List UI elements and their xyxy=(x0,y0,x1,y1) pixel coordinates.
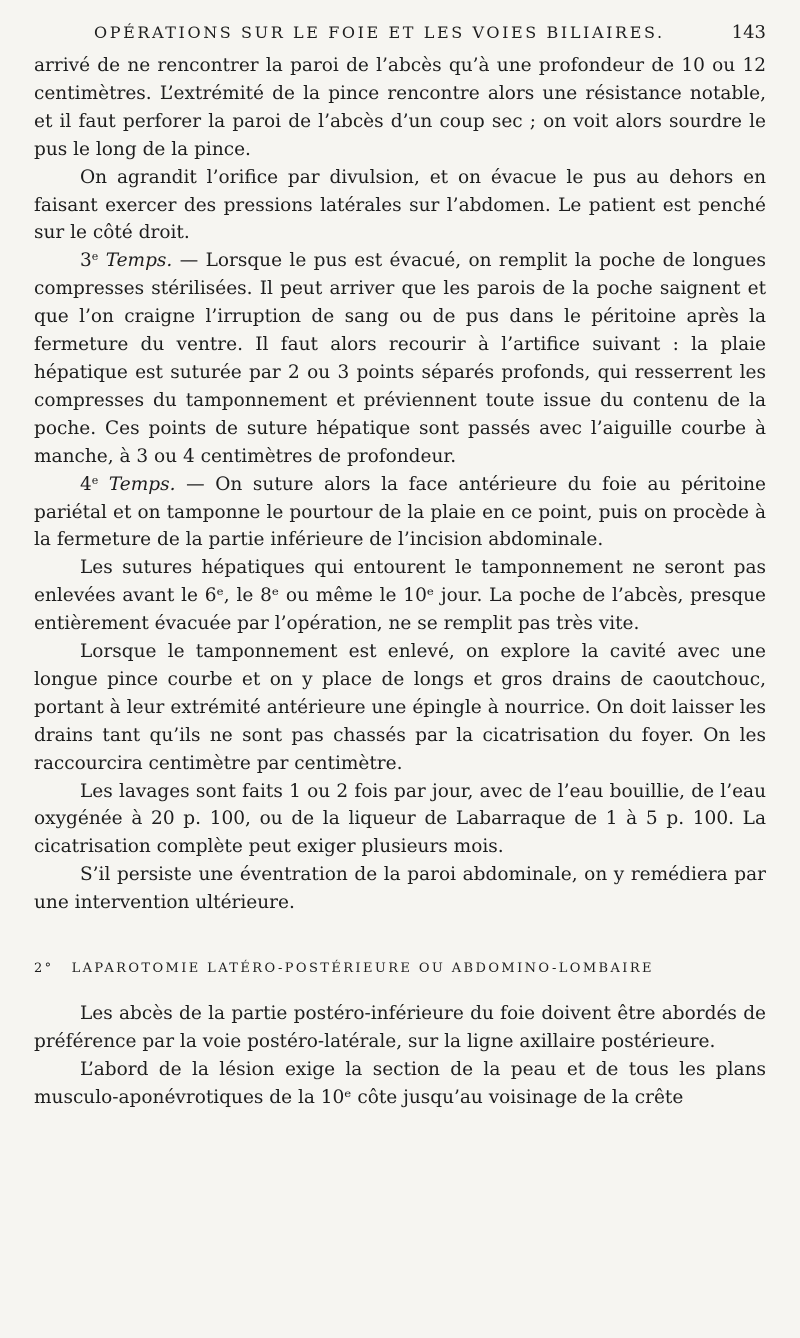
body-text xyxy=(34,52,766,917)
paragraph: Les lavages sont faits 1 ou 2 fois par jour, avec de l’eau bouillie, de l’eau oxygénée à 20 p. 100, ou de la liqueur de Labarraque de 1 à 5 p. 100. La cicatrisation complète peut exiger plusieurs mois. xyxy=(34,780,766,858)
paragraph: S’il persiste une éventration de la paroi abdominale, on y remédiera par une intervention ultérieure. xyxy=(34,864,766,914)
step-number: 4 xyxy=(80,473,92,495)
paragraph: On agrandit l’orifice par divulsion, et on évacue le pus au dehors en faisant exercer des pressions latérales sur l’abdomen. Le patient est penché sur le côté droit. xyxy=(34,166,766,244)
step-number: 3 xyxy=(80,250,92,272)
step-label: Temps. xyxy=(105,250,173,272)
step-ordinal: e xyxy=(91,473,99,487)
paragraph: Lorsque le tamponnement est enlevé, on explore la cavité avec une longue pince courbe et on y place de longs et gros drains de caoutchouc, portant à leur extrémité antérieure une épingle à nourrice. On doit laisser les drains tant qu’ils ne sont pas chassés par la cicatrisation du foyer. On les raccourcira centimètre par centimètre. xyxy=(34,641,766,774)
step-label: Temps. xyxy=(108,473,176,495)
section-body xyxy=(34,1000,766,1112)
paragraph: Les sutures hépatiques qui entourent le tamponnement ne seront pas enlevées avant le 6ᵉ, le 8ᵉ ou même le 10ᵉ jour. La poche de l’abcès, presque entièrement évacuée par l’opération, ne se remplit pas très vite. xyxy=(34,557,766,635)
step-text: — Lorsque le pus est évacué, on remplit la poche de longues compresses stérilisées. Il peut arriver que les parois de la poche saignent et que l’on craigne l’irruption de sang ou de pus dans le péritoine après la fermeture du ventre. Il faut alors recourir à l’artifice suivant : la plaie hépatique est suturée par 2 ou 3 points séparés profonds, qui resserrent les compresses du tamponnement et préviennent toute issue du contenu de la poche. Ces points de suture hépatique sont passés avec l’aiguille courbe à manche, à 3 ou 4 centimètres de profondeur. xyxy=(34,250,766,467)
paragraph: Les abcès de la partie postéro-inférieure du foie doivent être abordés de préférence par la voie postéro-latérale, sur la ligne axillaire postérieure. xyxy=(34,1003,766,1052)
step-ordinal: e xyxy=(91,250,99,264)
paragraph-fourth-step xyxy=(34,471,766,555)
section-title: LAPAROTOMIE LATÉRO-POSTÉRIEURE OU ABDOMINO-LOMBAIRE xyxy=(71,961,654,977)
section-heading xyxy=(34,961,766,976)
section-number: 2° xyxy=(34,961,54,977)
step-text: — On suture alors la face antérieure du foie au péritoine pariétal et on tamponne le pourtour de la plaie en ce point, puis on procède à la fermeture de la partie inférieure de l’incision abdominale. xyxy=(34,473,766,551)
paragraph-third-step xyxy=(34,247,766,470)
document-page xyxy=(34,22,766,1112)
paragraph: arrivé de ne rencontrer la paroi de l’abcès qu’à une profondeur de 10 ou 12 centimètres. L’extrémité de la pince rencontre alors une résistance notable, et il faut perforer la paroi de l’abcès d’un coup sec ; on voit alors sourdre le pus le long de la pince. xyxy=(34,55,766,160)
paragraph: L’abord de la lésion exige la section de la peau et de tous les plans musculo-aponévrotiques de la 10ᵉ côte jusqu’au voisinage de la crête xyxy=(34,1058,766,1108)
running-header xyxy=(94,22,766,52)
page-number: 143 xyxy=(731,22,766,43)
running-title: OPÉRATIONS SUR LE FOIE ET LES VOIES BILIAIRES. xyxy=(94,23,665,42)
